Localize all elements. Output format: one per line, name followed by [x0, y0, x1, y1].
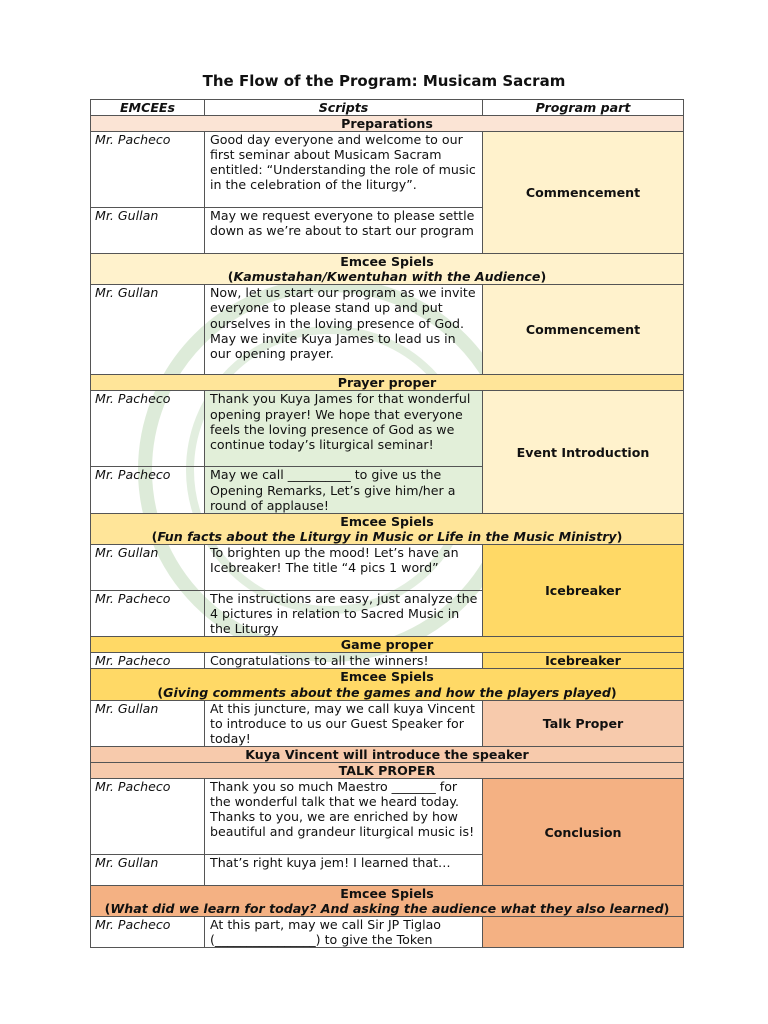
section-game-proper: Game proper	[91, 637, 684, 653]
section-row	[91, 637, 684, 653]
table-row	[91, 391, 684, 467]
section-title: Emcee Spiels	[340, 886, 434, 902]
emcee-cell: Mr. Pacheco	[91, 132, 205, 208]
part-commencement: Commencement	[483, 285, 684, 375]
script-cell: May we request everyone to please settle down as we’re about to start our program	[205, 208, 483, 254]
section-subtitle-text: Giving comments about the games and how the players played	[163, 684, 611, 700]
part-icebreaker: Icebreaker	[483, 544, 684, 636]
emcee-cell: Mr. Pacheco	[91, 391, 205, 467]
emcee-cell: Mr. Pacheco	[91, 917, 205, 948]
header-row	[91, 100, 684, 116]
table-row	[91, 544, 684, 590]
section-talk-proper: TALK PROPER	[91, 762, 684, 778]
script-cell: May we call __________ to give us the Opening Remarks, Let’s give him/her a round of applause!	[205, 467, 483, 513]
part-commencement: Commencement	[483, 132, 684, 254]
section-row	[91, 116, 684, 132]
table-row	[91, 700, 684, 746]
section-subtitle-text: Fun facts about the Liturgy in Music or Life in the Music Ministry	[157, 528, 617, 544]
section-emcee-spiels	[91, 669, 684, 700]
emcee-cell: Mr. Pacheco	[91, 653, 205, 669]
section-row	[91, 746, 684, 762]
part-conclusion: Conclusion	[483, 779, 684, 886]
section-subtitle-text: Kamustahan/Kwentuhan with the Audience	[233, 269, 541, 285]
document-title: The Flow of the Program: Musicam Sacram	[202, 72, 566, 90]
script-cell: The instructions are easy, just analyze the 4 pictures in relation to Sacred Music in the Liturgy	[205, 590, 483, 636]
emcee-cell: Mr. Gullan	[91, 285, 205, 375]
emcee-cell: Mr. Gullan	[91, 855, 205, 886]
table-row	[91, 653, 684, 669]
section-kuya-vincent: Kuya Vincent will introduce the speaker	[91, 746, 684, 762]
program-flow-table	[90, 99, 684, 948]
section-emcee-spiels	[91, 886, 684, 917]
header-program-part: Program part	[483, 100, 684, 116]
section-row	[91, 375, 684, 391]
part-icebreaker: Icebreaker	[483, 653, 684, 669]
section-row	[91, 669, 684, 700]
script-cell: Good day everyone and welcome to our first seminar about Musicam Sacram entitled: “Understanding the role of music in the celebration of the liturgy”.	[205, 132, 483, 208]
header-scripts: Scripts	[205, 100, 483, 116]
emcee-cell: Mr. Pacheco	[91, 467, 205, 513]
section-subtitle: (Kamustahan/Kwentuhan with the Audience)	[227, 269, 547, 285]
section-preparations: Preparations	[91, 116, 684, 132]
header-emcees: EMCEEs	[91, 100, 205, 116]
section-title: Emcee Spiels	[340, 513, 434, 529]
script-cell: Now, let us start our program as we invite everyone to please stand up and put ourselves in the loving presence of God. May we invite Kuya James to lead us in our opening prayer.	[205, 285, 483, 375]
script-cell: Congratulations to all the winners!	[205, 653, 483, 669]
section-row	[91, 513, 684, 544]
script-cell: Thank you Kuya James for that wonderful opening prayer! We hope that everyone feels the loving presence of God as we continue today’s liturgical seminar!	[205, 391, 483, 467]
script-cell: Thank you so much Maestro _______ for the wonderful talk that we heard today. Thanks to you, we are enriched by how beautiful and grandeur liturgical music is!	[205, 779, 483, 855]
script-cell: At this part, may we call Sir JP Tiglao (________________) to give the Token	[205, 917, 483, 948]
section-subtitle: (Fun facts about the Liturgy in Music or Life in the Music Ministry)	[151, 528, 623, 544]
section-subtitle: (What did we learn for today? And asking the audience what they also learned)	[104, 901, 670, 917]
section-emcee-spiels	[91, 254, 684, 285]
emcee-cell: Mr. Pacheco	[91, 779, 205, 855]
emcee-cell: Mr. Pacheco	[91, 590, 205, 636]
section-emcee-spiels	[91, 513, 684, 544]
section-subtitle: (Giving comments about the games and how the players played)	[157, 684, 617, 700]
table-row	[91, 132, 684, 208]
emcee-cell: Mr. Gullan	[91, 700, 205, 746]
script-cell: That’s right kuya jem! I learned that…	[205, 855, 483, 886]
script-cell: At this juncture, may we call kuya Vincent to introduce to us our Guest Speaker for today!	[205, 700, 483, 746]
table-row	[91, 917, 684, 948]
section-row	[91, 254, 684, 285]
section-row	[91, 886, 684, 917]
section-subtitle-text: What did we learn for today? And asking the audience what they also learned	[110, 901, 664, 917]
table-row	[91, 285, 684, 375]
section-prayer-proper: Prayer proper	[91, 375, 684, 391]
part-cell-empty	[483, 917, 684, 948]
section-title: Emcee Spiels	[340, 669, 434, 685]
table-row	[91, 779, 684, 855]
part-event-introduction: Event Introduction	[483, 391, 684, 513]
part-talk-proper: Talk Proper	[483, 700, 684, 746]
section-row	[91, 762, 684, 778]
emcee-cell: Mr. Gullan	[91, 544, 205, 590]
script-cell: To brighten up the mood! Let’s have an Icebreaker! The title “4 pics 1 word”	[205, 544, 483, 590]
emcee-cell: Mr. Gullan	[91, 208, 205, 254]
section-title: Emcee Spiels	[340, 254, 434, 270]
